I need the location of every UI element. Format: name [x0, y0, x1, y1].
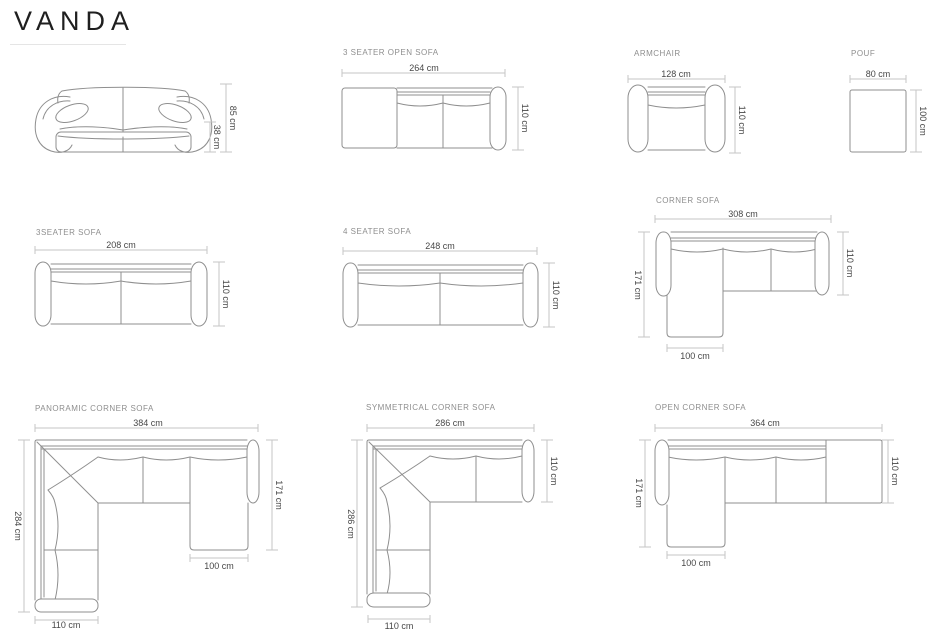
dim-depth-label: 110 cm [549, 456, 559, 486]
diagram-pouf [840, 40, 935, 165]
dim-depth-label: 110 cm [221, 279, 231, 309]
dim-depth-label: 110 cm [737, 105, 747, 135]
diagram-4-seater-sofa [330, 220, 570, 340]
sofa-side-view-drawing [35, 87, 212, 152]
product-label: OPEN CORNER SOFA [655, 403, 747, 412]
dim-width-label: 208 cm [106, 240, 136, 250]
dim-width-label: 308 cm [728, 209, 758, 219]
dim-depth-label: 110 cm [551, 280, 561, 310]
diagram-corner-sofa [625, 190, 870, 375]
product-label: ARMCHAIR [634, 49, 681, 58]
product-label: 3 SEATER OPEN SOFA [343, 48, 439, 57]
diagram-armchair [620, 40, 755, 165]
dim-chaise-label: 100 cm [680, 351, 710, 361]
sofa-top-view-drawing [35, 262, 207, 326]
dim-seat-height-label: 38 cm [212, 124, 222, 150]
armchair-top-view-drawing [628, 85, 725, 152]
dim-leg-label: 110 cm [51, 620, 81, 630]
dim-width-label: 384 cm [133, 418, 163, 428]
dim-width-label: 286 cm [435, 418, 465, 428]
diagram-open-corner-sofa [628, 398, 918, 578]
diagram-sofa-side-view [20, 75, 250, 185]
dim-depth-label: 110 cm [845, 248, 855, 278]
diagram-3-seater-open-sofa [330, 40, 540, 165]
dim-depth-label: 100 cm [918, 106, 928, 136]
dim-depth-label: 110 cm [520, 103, 530, 133]
dim-leg-label: 110 cm [384, 621, 414, 630]
product-label: SYMMETRICAL CORNER SOFA [366, 403, 496, 412]
dim-left-label: 284 cm [13, 511, 23, 541]
product-label: 4 SEATER SOFA [343, 227, 412, 236]
diagram-3-seater-sofa [25, 220, 240, 340]
diagram-symmetrical-corner-sofa [335, 398, 570, 630]
dim-chaise-label: 100 cm [204, 561, 234, 571]
dim-left-label: 286 cm [346, 509, 356, 539]
dim-left-label: 171 cm [634, 478, 644, 508]
dim-width-label: 248 cm [425, 241, 455, 251]
sofa-top-view-drawing [343, 263, 538, 327]
dim-chaise-label: 100 cm [681, 558, 711, 568]
product-label: CORNER SOFA [656, 196, 720, 205]
corner-sofa-top-view-drawing [656, 232, 829, 337]
dim-left-label: 171 cm [633, 270, 643, 300]
dimension-lines [850, 75, 922, 152]
symmetrical-corner-sofa-top-view-drawing [367, 440, 534, 607]
diagram-panoramic-corner-sofa [8, 398, 290, 630]
open-corner-sofa-top-view-drawing [655, 440, 882, 547]
dim-width-label: 128 cm [661, 69, 691, 79]
page-title: VANDA [14, 6, 136, 36]
dimension-lines [639, 424, 894, 559]
dimension-lines [18, 424, 278, 624]
title-underline [10, 44, 126, 45]
dim-right-label: 171 cm [274, 480, 284, 510]
panoramic-corner-sofa-top-view-drawing [35, 440, 259, 612]
dim-width-label: 364 cm [750, 418, 780, 428]
product-label: PANORAMIC CORNER SOFA [35, 404, 154, 413]
dim-width-label: 80 cm [865, 69, 891, 79]
sofa-top-view-drawing [342, 87, 506, 150]
product-label: POUF [851, 49, 876, 58]
pouf-top-view-drawing [850, 90, 906, 152]
dim-depth-label: 110 cm [890, 456, 900, 486]
dim-height-label: 85 cm [228, 105, 238, 131]
dim-width-label: 264 cm [409, 63, 439, 73]
product-label: 3SEATER SOFA [36, 228, 102, 237]
